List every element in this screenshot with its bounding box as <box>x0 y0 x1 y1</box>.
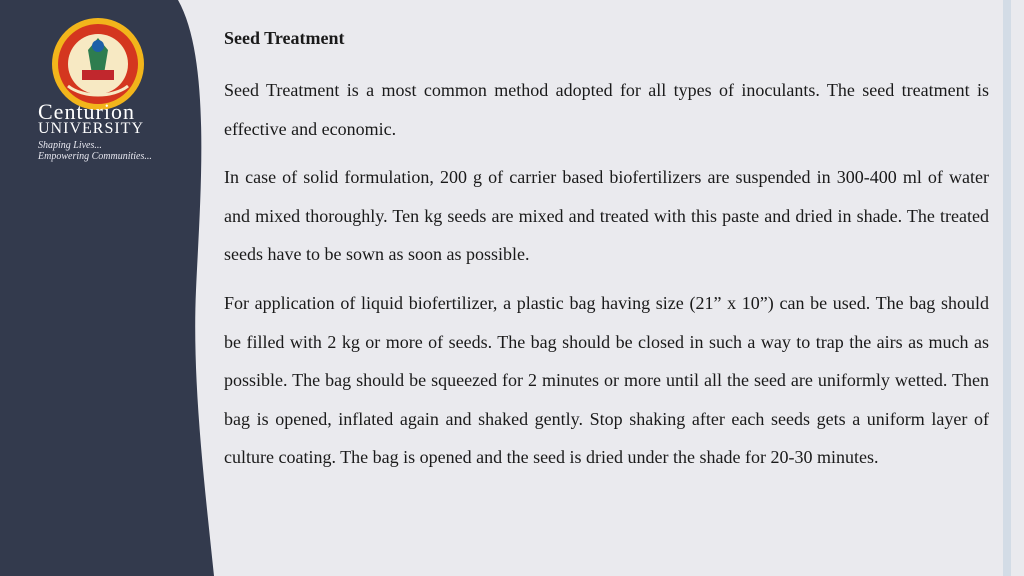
slide-title: Seed Treatment <box>224 28 345 48</box>
brand-tagline: Shaping Lives... <box>38 140 102 151</box>
paragraph-liquid-biofertilizer: For application of liquid biofertilizer, a plastic bag having size (21” x 10”) can be used. The bag should be filled with 2 kg or more of seeds. The bag should be closed in such a way to trap the airs as much as possible. The bag should be squeezed for 2 minutes or more until all the seed are uniformly wetted. Then bag is opened, inflated again and shaked gently. Stop shaking after each seeds gets a uniform layer of culture coating. The bag is opened and the seed is dried under the shade for 20-30 minutes. <box>224 293 989 467</box>
brand-name: Centurion <box>38 99 135 124</box>
paragraph-solid-formulation: In case of solid formulation, 200 g of carrier based biofertilizers are suspended in 300-400 ml of water and mixed thoroughly. Ten kg seeds are mixed and treated with this paste and dried in shade. The treated seeds have to be sown as soon as possible. <box>224 167 989 264</box>
brand-tagline-2: Empowering Communities... <box>38 151 152 162</box>
university-seal-logo-icon <box>38 16 158 112</box>
paragraph-intro: Seed Treatment is a most common method adopted for all types of inoculants. The seed treatment is effective and economic. <box>224 80 989 139</box>
brand-name-university: UNIVERSITY <box>38 120 144 137</box>
right-accent-stripe <box>1003 0 1011 576</box>
